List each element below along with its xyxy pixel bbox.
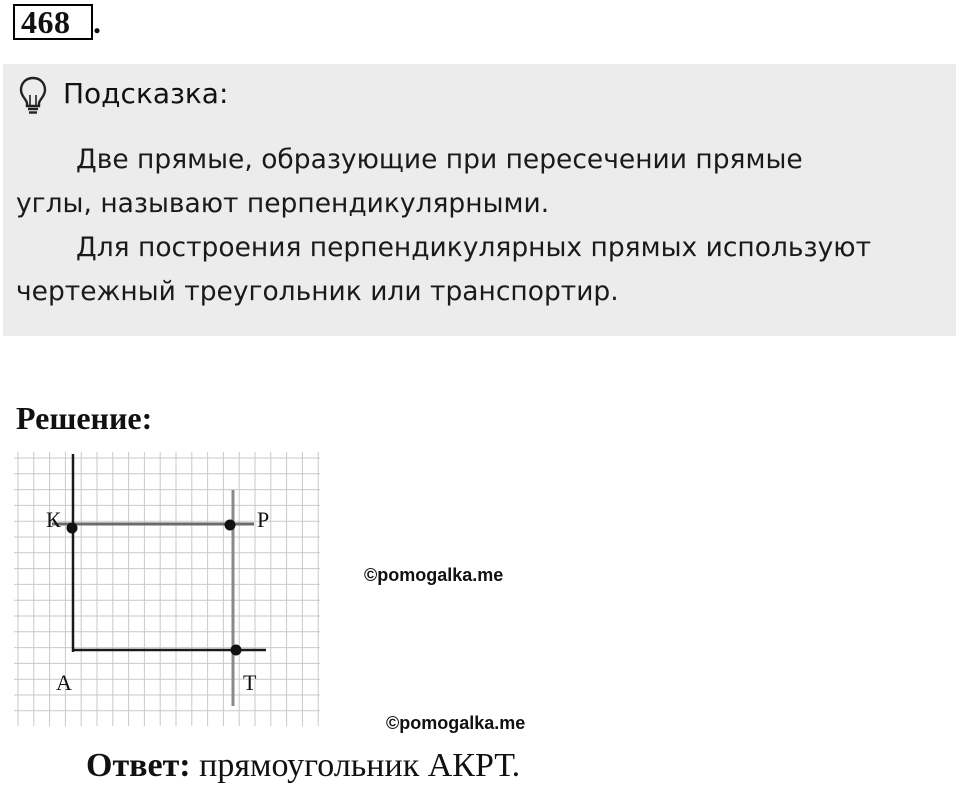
label-k: К (46, 507, 61, 532)
answer-label: Ответ: (86, 747, 191, 784)
point-p (225, 520, 236, 531)
point-k (67, 523, 78, 534)
solution-title: Решение: (16, 400, 153, 436)
watermark-1: ©pomogalka.me (364, 565, 504, 585)
lightbulb-icon (18, 75, 48, 115)
problem-number-dot: . (93, 4, 101, 40)
point-t (231, 645, 242, 656)
watermark-2: ©pomogalka.me (386, 713, 526, 733)
hint-title: Подсказка: (63, 77, 229, 110)
hint-line-2: углы, называют перпендикулярными. (16, 188, 550, 219)
label-t: Т (243, 670, 257, 695)
rectangle-diagram (14, 452, 320, 726)
hint-line-1: Две прямые, образующие при пересечении прямые (76, 144, 803, 175)
problem-number: 468 (13, 4, 93, 40)
label-a: А (56, 670, 72, 695)
answer-line (86, 744, 520, 788)
hint-line-4: чертежный треугольник или транспортир. (16, 276, 619, 307)
label-p: Р (257, 507, 270, 532)
hint-line-3: Для построения перпендикулярных прямых используют (76, 232, 872, 263)
answer-text: прямоугольник АКРТ. (199, 747, 521, 784)
